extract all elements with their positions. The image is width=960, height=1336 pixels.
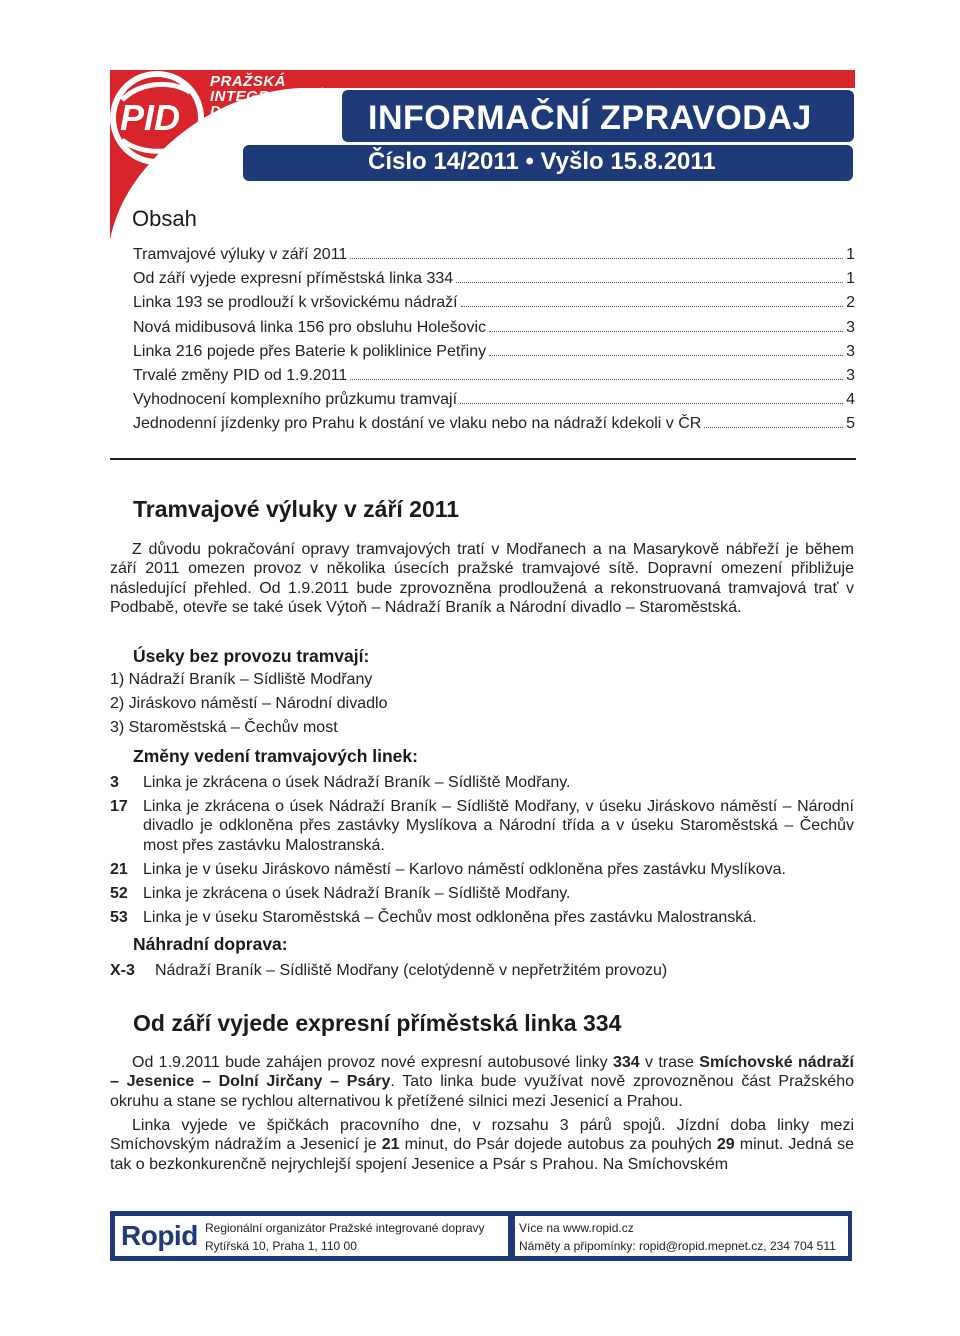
line-number: 21 xyxy=(110,861,128,878)
list-item: 2) Jiráskovo náměstí – Národní divadlo xyxy=(110,695,388,712)
footer-contact[interactable]: Náměty a připomínky: ropid@ropid.mepnet.cz, 234 704 511 xyxy=(519,1239,836,1253)
footer-org-box xyxy=(115,1216,508,1256)
line-change-text: Linka je zkrácena o úsek Nádraží Braník – Sídliště Modřany, v úseku Jiráskovo náměstí – Národní divadlo je odkloněna přes zastávky Myslíkova a Národní třída a v úseku Staroměstská – Čechův most přes zastávku Malostranská. xyxy=(143,798,854,854)
article-paragraph xyxy=(110,1053,854,1111)
ropid-logo-text: Ropid xyxy=(121,1220,198,1251)
travel-time: 21 xyxy=(381,1136,400,1154)
line-change-text: Linka je v úseku Staroměstská – Čechův most odkloněna přes zastávku Malostranská. xyxy=(143,909,757,926)
section-heading: Úseky bez provozu tramvají: xyxy=(133,646,370,666)
line-change-text: Linka je v úseku Jiráskovo náměstí – Karlovo náměstí odkloněna přes zastávku Myslíkova. xyxy=(143,861,786,878)
section-heading: Náhradní doprava: xyxy=(133,934,288,954)
line-number: X-3 xyxy=(110,962,135,979)
article-intro xyxy=(110,540,854,617)
toc-item-title: Linka 216 pojede přes Baterie k poliklinice Petřiny xyxy=(133,342,487,360)
text-run: . Tato linka bude využívat nově zprovozněnou část Pražského okruhu a stane se rychlou alternativou k přetížené silnici mezi Jesenicí a Prahou. xyxy=(110,1073,854,1110)
line-change-text: Linka je zkrácena o úsek Nádraží Braník – Sídliště Modřany. xyxy=(143,774,571,791)
article-intro-text: Z důvodu pokračování opravy tramvajových tratí v Modřanech a na Masarykově nábřeží je během září 2011 omezen provoz v několika úsecích pražské tramvajové sítě. Dopravní omezení přibližuje následující přehled. Od 1.9.2011 bude zprovozněna prodloužená a rekonstruovaná tramvajová trať v Podbabě, otevře se také úsek Výtoň – Nádraží Braník a Národní divadlo – Staroměstská. xyxy=(110,541,854,616)
toc-item[interactable] xyxy=(133,270,855,294)
section-heading: Změny vedení tramvajových linek: xyxy=(133,746,418,766)
toc-item-title: Vyhodnocení komplexního průzkumu tramvají xyxy=(133,391,458,409)
line-change-row xyxy=(110,773,854,792)
text-run: minut. Jedná se tak o bezkonkurenčně nejrychlejší spojení Jesenice a Psár s Prahou. Na Smíchovském xyxy=(110,1136,854,1173)
toc-page-number: 3 xyxy=(846,342,855,360)
footer-contact-box xyxy=(515,1216,848,1256)
footer-address: Rytířská 10, Praha 1, 110 00 xyxy=(205,1239,357,1253)
footer-website[interactable]: Více na www.ropid.cz xyxy=(519,1221,634,1235)
toc-item-title: Linka 193 se prodlouží k vršovickému nádraží xyxy=(133,294,458,312)
toc-item[interactable] xyxy=(133,415,855,439)
line-number: 334 xyxy=(612,1054,640,1071)
toc-item-title: Trvalé změny PID od 1.9.2011 xyxy=(133,366,348,384)
list-item: 1) Nádraží Braník – Sídliště Modřany xyxy=(110,671,373,688)
line-change-row xyxy=(110,884,854,903)
brand-line-3: DOPRAVA xyxy=(210,103,287,120)
line-number: 17 xyxy=(110,798,128,815)
toc-item[interactable] xyxy=(133,319,855,343)
line-change-row xyxy=(110,860,854,879)
text-run: Od 1.9.2011 bude zahájen provoz nové expresní autobusové linky xyxy=(132,1054,613,1071)
toc-leader-dots xyxy=(489,331,843,332)
toc-page-number: 2 xyxy=(846,294,855,312)
toc-leader-dots xyxy=(456,282,843,283)
toc-page-number: 1 xyxy=(846,270,855,288)
line-number: 53 xyxy=(110,909,128,926)
toc-item-title: Nová midibusová linka 156 pro obsluhu Holešovic xyxy=(133,318,487,336)
toc-item[interactable] xyxy=(133,343,855,367)
ropid-logo xyxy=(121,1220,198,1252)
toc-page-number: 4 xyxy=(846,391,855,409)
toc-item[interactable] xyxy=(133,391,855,415)
toc-item-title: Od září vyjede expresní příměstská linka 334 xyxy=(133,270,454,288)
replacement-service-row xyxy=(110,962,667,980)
text-run: Linka vyjede ve špičkách pracovního dne, v rozsahu 3 párů spojů. Jízdní doba linky mezi Smíchovským nádražím a Jesenicí je xyxy=(110,1117,854,1154)
toc-leader-dots xyxy=(460,403,843,404)
replacement-service-text: Nádraží Braník – Sídliště Modřany (celotýdenně v nepřetržitém provozu) xyxy=(155,962,668,979)
toc-page-number: 5 xyxy=(846,415,855,433)
toc-leader-dots xyxy=(489,355,843,356)
toc-item[interactable] xyxy=(133,367,855,391)
brand-name xyxy=(210,74,325,119)
article-title: Od září vyjede expresní příměstská linka 334 xyxy=(133,1010,622,1036)
divider-rule xyxy=(110,458,856,460)
toc-page-number: 1 xyxy=(846,246,855,263)
text-run: v trase xyxy=(639,1054,700,1071)
toc-title: Obsah xyxy=(132,206,197,231)
line-change-row xyxy=(110,908,854,927)
pid-logo: PID xyxy=(120,97,181,138)
footer-org-name: Regionální organizátor Pražské integrované dopravy xyxy=(205,1221,485,1235)
toc-leader-dots xyxy=(350,258,843,259)
brand-line-2: INTEGROVANÁ xyxy=(210,88,326,105)
toc-page-number: 3 xyxy=(846,318,855,336)
route-text: Smíchovské nádraží – Jesenice – Dolní Jirčany – Psáry xyxy=(110,1054,855,1091)
line-number: 3 xyxy=(110,774,119,791)
line-change-text: Linka je zkrácena o úsek Nádraží Braník – Sídliště Modřany. xyxy=(143,885,571,902)
line-change-row xyxy=(110,797,854,855)
text-run: minut, do Psár dojede autobus za pouhých xyxy=(399,1136,717,1154)
toc-leader-dots xyxy=(461,306,843,307)
travel-time: 29 xyxy=(716,1136,735,1154)
line-number: 52 xyxy=(110,885,128,902)
toc-leader-dots xyxy=(350,379,843,380)
list-item: 3) Staroměstská – Čechův most xyxy=(110,719,338,736)
footer-bar xyxy=(110,1211,852,1261)
issue-info: Číslo 14/2011 • Vyšlo 15.8.2011 xyxy=(368,148,716,175)
toc-page-number: 3 xyxy=(846,366,855,384)
article-paragraph xyxy=(110,1116,854,1174)
toc-item[interactable] xyxy=(133,246,855,270)
toc-leader-dots xyxy=(704,427,843,428)
brand-line-1: PRAŽSKÁ xyxy=(210,73,287,90)
toc-item[interactable] xyxy=(133,294,855,318)
newsletter-title: INFORMAČNÍ ZPRAVODAJ xyxy=(368,99,812,137)
article-title: Tramvajové výluky v září 2011 xyxy=(133,496,460,522)
toc-item-title: Tramvajové výluky v září 2011 xyxy=(133,246,348,263)
toc-item-title: Jednodenní jízdenky pro Prahu k dostání ve vlaku nebo na nádraží kdekoli v ČR xyxy=(133,415,702,433)
table-of-contents xyxy=(133,246,855,440)
